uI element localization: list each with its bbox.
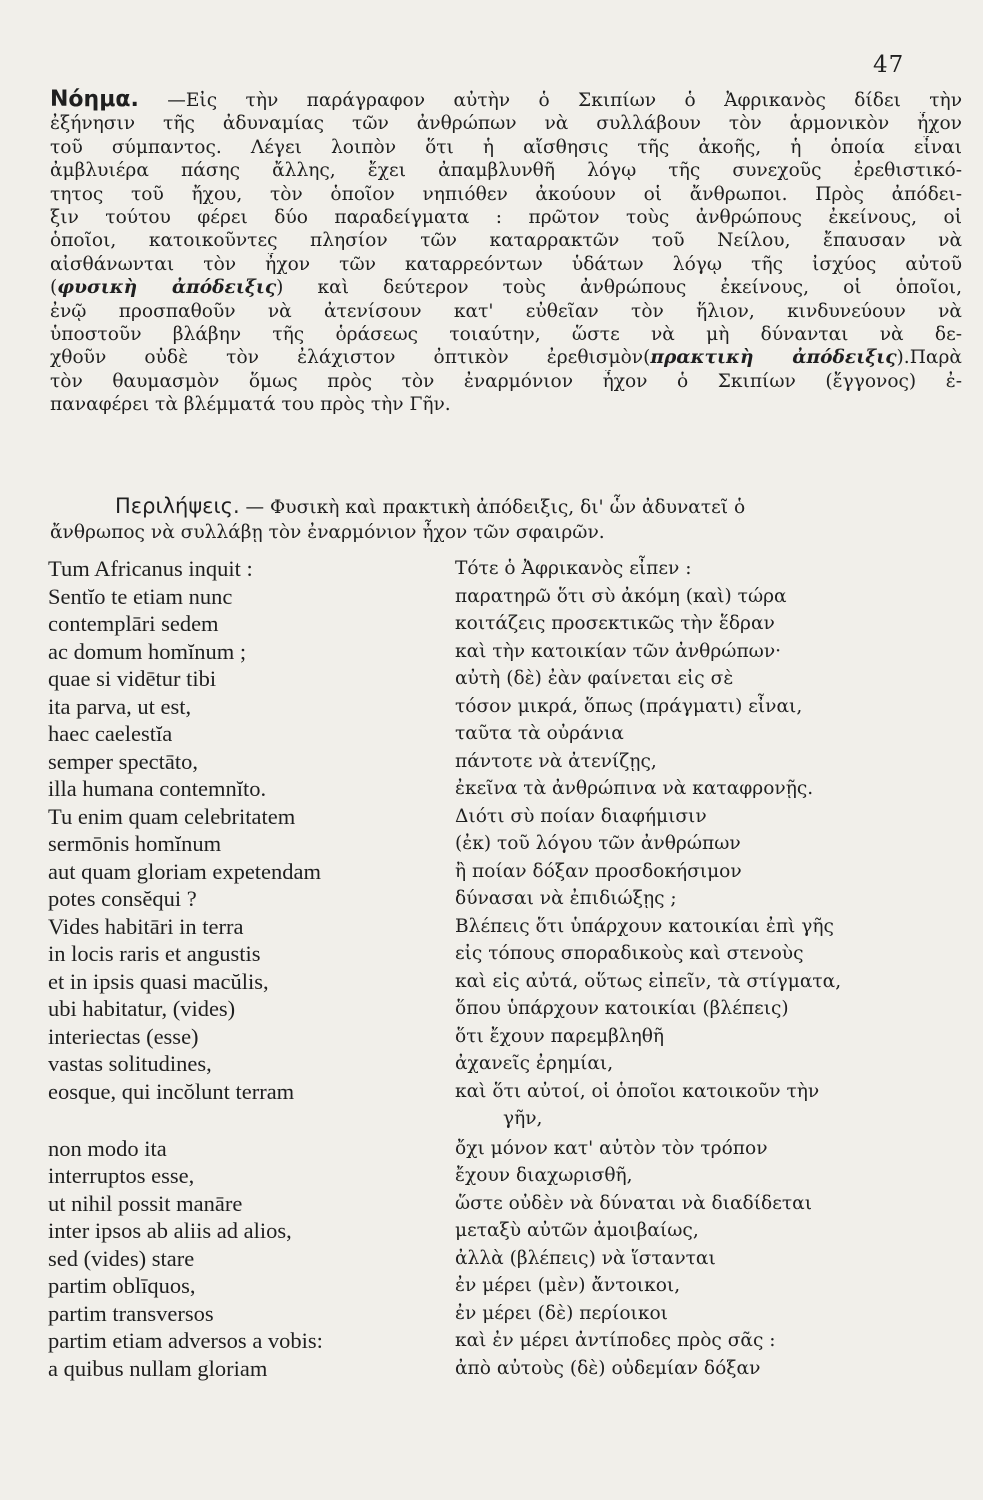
parallel-row (48, 693, 958, 721)
parallel-row (48, 638, 958, 666)
latin-line: non modo ita (48, 1135, 167, 1161)
latin-line: vastas solitudines, (48, 1051, 212, 1076)
parallel-row (48, 748, 958, 776)
latin-line: Tum Africanus inquit : (48, 556, 253, 581)
parallel-row (48, 1327, 958, 1355)
greek-line: τόσον μικρά, ὅπως (πράγματι) εἶναι, (455, 695, 803, 717)
summary-paragraph (50, 494, 962, 545)
note-line: παναφέρει τὰ βλέμματά του πρὸς τὴν Γῆν. (50, 394, 451, 416)
greek-line: αὐτὴ (δὲ) ἐὰν φαίνεται εἰς σὲ (455, 668, 734, 689)
greek-line: ἐν μέρει (μὲν) ἄντοικοι, (455, 1275, 681, 1296)
greek-line: ὄχι μόνον κατ' αὐτὸν τὸν τρόπον (455, 1137, 768, 1159)
latin-line: ut nihil possit manāre (48, 1190, 243, 1216)
greek-line: ἀχανεῖς ἐρημίαι, (455, 1053, 614, 1074)
parallel-row (48, 665, 958, 693)
note-line: (φυσικὴ ἀπόδειξις) καὶ δεύτερον τοὺς ἀνθρώπους ἐκείνους, οἱ ὁποῖοι, (50, 277, 962, 299)
latin-line: in locis raris et angustis (48, 941, 261, 966)
parallel-row (48, 858, 958, 886)
greek-line: ὅτι ἔχουν παρεμβληθῆ (455, 1025, 665, 1047)
greek-line: δύνασαι νὰ ἐπιδιώξῃς ; (455, 888, 677, 909)
latin-line: contemplāri sedem (48, 611, 219, 636)
greek-line: εἰς τόπους σποραδικοὺς καὶ στενοὺς (455, 943, 804, 964)
parallel-row (48, 1135, 958, 1163)
greek-line: ἔχουν διαχωρισθῆ, (455, 1165, 633, 1186)
greek-line: ὥστε οὐδὲν νὰ δύναται νὰ διαδίδεται (455, 1192, 812, 1214)
latin-line: ac domum homĭnum ; (48, 638, 247, 664)
page-number: 47 (873, 52, 905, 78)
note-line: ὑποστοῦν βλάβην τῆς ὁράσεως τοιαύτην, ὥστε νὰ μὴ δύνανται νὰ δε- (50, 324, 962, 346)
note-line: ἀμβλυιέρα πάσης ἄλλης, ἔχει ἀπαμβλυνθῆ λόγῳ τῆς συνεχοῦς ἐρεθιστικό- (50, 160, 962, 182)
greek-line: καὶ ὅτι αὐτοί, οἱ ὁποῖοι κατοικοῦν τὴν (455, 1080, 820, 1102)
greek-line: παρατηρῶ ὅτι σὺ ἀκόμη (καὶ) τώρα (455, 585, 787, 607)
summary-line: ἄνθρωπος νὰ συλλάβῃ τὸν ἐναρμόνιον ἦχον τῶν σφαιρῶν. (50, 522, 605, 543)
latin-line: a quibus nullam gloriam (48, 1355, 268, 1381)
parallel-row (48, 940, 958, 968)
parallel-row (48, 995, 958, 1023)
greek-line: καὶ ἐν μέρει ἀντίποδες πρὸς σᾶς : (455, 1330, 776, 1351)
greek-line: κοιτάζεις προσεκτικῶς τὴν ἕδραν (455, 613, 775, 634)
latin-line: quae si vidētur tibi (48, 666, 217, 691)
note-heading: Νόημα. (50, 88, 139, 112)
latin-line: ita parva, ut est, (48, 693, 192, 719)
parallel-row (48, 1190, 958, 1218)
note-line: ἐξήνησιν τῆς ἀδυναμίας τῶν ἀνθρώπων νὰ συλλάβουν τὸν ἁρμονικὸν ἦχον (50, 113, 962, 135)
parallel-row (48, 1245, 958, 1273)
parallel-row (48, 1217, 958, 1245)
greek-line: μεταξὺ αὐτῶν ἀμοιβαίως, (455, 1220, 699, 1241)
greek-line: ἐν μέρει (δὲ) περίοικοι (455, 1302, 668, 1324)
note-line: ὁποῖοι, κατοικοῦντες πλησίον τῶν καταρρακτῶν τοῦ Νείλου, ἔπαυσαν νὰ (50, 230, 962, 252)
parallel-row (48, 1050, 958, 1078)
latin-line: partim transversos (48, 1300, 214, 1326)
latin-line: partim etiam adversos a vobis: (48, 1328, 323, 1353)
latin-line: partim oblīquos, (48, 1273, 196, 1298)
note-line: ἐνῷ προσπαθοῦν νὰ ἀτενίσουν κατ' εὐθεῖαν τὸν ἥλιον, κινδυνεύουν νὰ (50, 300, 962, 322)
note-line: αἰσθάνωνται τὸν ἦχον τῶν καταρρεόντων ὑδάτων λόγῳ τῆς ἰσχύος αὐτοῦ (50, 253, 962, 275)
greek-line: πάντοτε νὰ ἀτενίζῃς, (455, 750, 657, 772)
greek-line: καὶ τὴν κατοικίαν τῶν ἀνθρώπων· (455, 640, 782, 662)
latin-line: semper spectāto, (48, 748, 198, 774)
note-paragraph (50, 88, 962, 417)
latin-line: eosque, qui incŏlunt terram (48, 1078, 295, 1104)
greek-line: ὅπου ὑπάρχουν κατοικίαι (βλέπεις) (455, 998, 789, 1019)
practical-proof-term: πρακτικὴ ἀπόδειξις (650, 347, 897, 369)
summary-line: Περιλήψεις. — Φυσικὴ καὶ πρακτικὴ ἀπόδειξις, δι' ὧν ἀδυνατεῖ ὁ (115, 494, 746, 518)
parallel-row (48, 1078, 958, 1135)
note-line: τητος τοῦ ἤχου, τὸν ὁποῖον νηπιόθεν ἀκούουν οἱ ἄνθρωποι. Πρὸς ἀπόδει- (50, 183, 962, 205)
parallel-row (48, 1300, 958, 1328)
parallel-row (48, 775, 958, 803)
note-line: Νόημα. —Εἰς τὴν παράγραφον αὐτὴν ὁ Σκιπίων ὁ Ἀφρικανὸς δίδει τὴν (50, 88, 962, 112)
natural-proof-term: φυσικὴ ἀπόδειξις (57, 277, 277, 299)
note-line: τοῦ σύμπαντος. Λέγει λοιπὸν ὅτι ἡ αἴσθησις τῆς ἀκοῆς, ἡ ὁποία εἶναι (50, 136, 962, 158)
parallel-row (48, 720, 958, 748)
latin-line: sermōnis homĭnum (48, 831, 222, 856)
summary-heading: Περιλήψεις. (115, 494, 240, 518)
greek-line: ἀπὸ αὐτοὺς (δὲ) οὐδεμίαν δόξαν (455, 1357, 761, 1379)
latin-line: illa humana contemnĭto. (48, 776, 267, 801)
latin-line: ubi habitatur, (vides) (48, 996, 236, 1021)
parallel-row (48, 583, 958, 611)
parallel-row (48, 885, 958, 913)
parallel-row (48, 968, 958, 996)
note-line: τὸν θαυμασμὸν ὅμως πρὸς τὸν ἐναρμόνιον ἦχον ὁ Σκιπίων (ἔγγονος) ἐ- (50, 370, 962, 392)
parallel-row (48, 610, 958, 638)
greek-line: (ἐκ) τοῦ λόγου τῶν ἀνθρώπων (455, 833, 741, 854)
latin-line: Sentĭo te etiam nunc (48, 583, 233, 609)
latin-line: potes consĕqui ? (48, 886, 197, 911)
parallel-row (48, 1272, 958, 1300)
latin-line: inter ipsos ab aliis ad alios, (48, 1218, 292, 1243)
greek-line: ἢ ποίαν δόξαν προσδοκήσιμον (455, 860, 742, 882)
parallel-row (48, 555, 958, 583)
latin-line: sed (vides) stare (48, 1245, 195, 1271)
note-line: ξιν τούτου φέρει δύο παραδείγματα : πρῶτον τοὺς ἀνθρώπους ἐκείνους, οἱ (50, 207, 962, 229)
greek-line: ἐκεῖνα τὰ ἀνθρώπινα νὰ καταφρονῇς. (455, 778, 814, 799)
greek-line: Διότι σὺ ποίαν διαφήμισιν (455, 805, 707, 827)
greek-line: ταῦτα τὰ οὐράνια (455, 723, 624, 744)
greek-line: Βλέπεις ὅτι ὑπάρχουν κατοικίαι ἐπὶ γῆς (455, 915, 834, 937)
latin-line: Vides habitāri in terra (48, 913, 244, 939)
parallel-row (48, 913, 958, 941)
latin-line: interiectas (esse) (48, 1023, 199, 1049)
latin-line: et in ipsis quasi macŭlis, (48, 968, 269, 994)
parallel-row (48, 830, 958, 858)
latin-line: Tu enim quam celebritatem (48, 803, 296, 829)
greek-line: ἀλλὰ (βλέπεις) νὰ ἵστανται (455, 1247, 716, 1269)
greek-line-continuation: γῆν, (503, 1107, 543, 1129)
parallel-row (48, 803, 958, 831)
parallel-text (48, 555, 958, 1382)
greek-line: καὶ εἰς αὐτά, οὕτως εἰπεῖν, τὰ στίγματα, (455, 970, 842, 992)
parallel-row (48, 1023, 958, 1051)
parallel-row (48, 1162, 958, 1190)
note-line: χθοῦν οὐδὲ τὸν ἐλάχιστον ὀπτικὸν ἐρεθισμὸν(πρακτικὴ ἀπόδειξις).Παρὰ (50, 347, 962, 369)
latin-line: interruptos esse, (48, 1163, 195, 1188)
latin-line: aut quam gloriam expetendam (48, 858, 322, 884)
greek-line: Τότε ὁ Ἀφρικανὸς εἶπεν : (455, 558, 692, 579)
parallel-row (48, 1355, 958, 1383)
latin-line: haec caelestĭa (48, 721, 173, 746)
